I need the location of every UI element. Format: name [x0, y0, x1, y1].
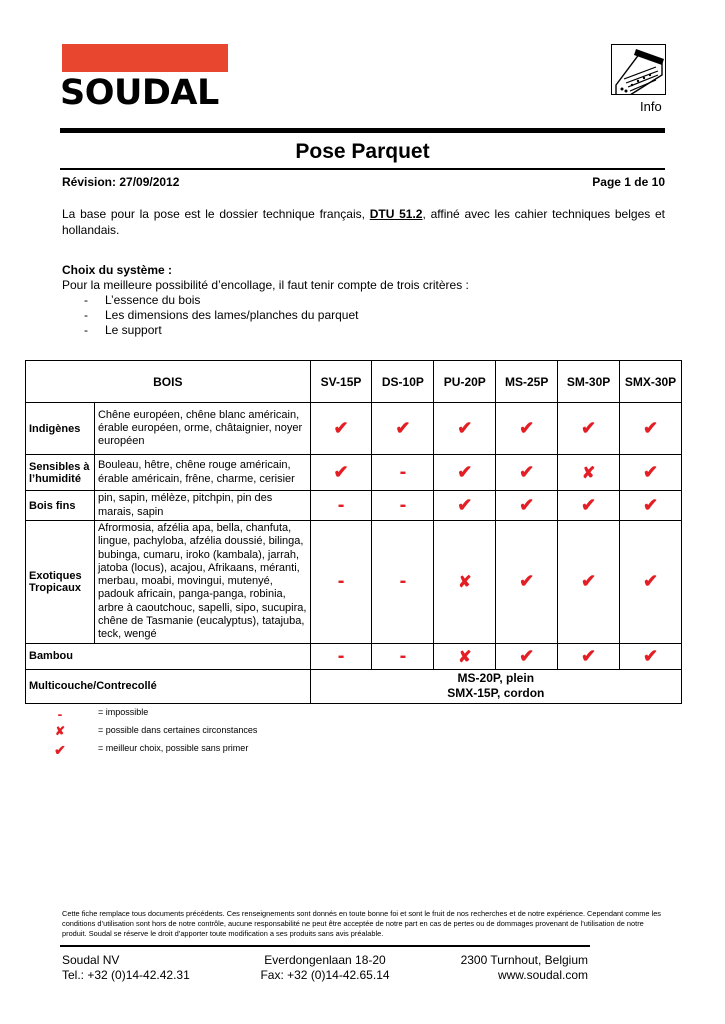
- suitability-cell: [434, 491, 496, 521]
- list-item: - Les dimensions des lames/planches du parquet: [62, 308, 665, 323]
- city: 2300 Turnhout, Belgium: [460, 953, 588, 967]
- suitability-cell: [558, 643, 620, 669]
- column-header-bois: BOIS: [26, 361, 311, 403]
- header-rule: [60, 128, 665, 133]
- brand-logo: SOUDAL: [60, 73, 219, 113]
- telephone: Tel.: +32 (0)14-42.42.31: [62, 968, 190, 982]
- column-header-product: SV-15P: [310, 361, 372, 403]
- fax: Fax: +32 (0)14-42.65.14: [260, 968, 390, 982]
- check-icon: ✔: [457, 495, 473, 515]
- table-row: [26, 491, 682, 521]
- legend-text: = meilleur choix, possible sans primer: [98, 743, 249, 753]
- intro-text-end: , affiné avec les cahier techniques belges et hollandais.: [62, 207, 666, 237]
- suitability-cell: [620, 521, 682, 644]
- row-wood-species: Bouleau, hêtre, chêne rouge américain, érable américain, frêne, charme, cerisier: [94, 455, 310, 491]
- disclaimer: Cette fiche remplace tous documents précédents. Ces renseignements sont donnés en toute bonne foi et sont le fruit de nos recherches et de notre expérience. Cependant comme les conditions d’utilisation sont hors de notre contrôle, aucune responsabilité ne peut être acceptée de notre part en cas de pertes ou de dommages provenant de l’utilisation de notre produit. Soudal se réserve le droit d’apporter toute modification a ses produits sans avis préalable.: [62, 909, 661, 938]
- row-category: Sensibles à l’humidité: [26, 455, 95, 491]
- check-icon: ✔: [395, 418, 411, 438]
- suitability-cell: [496, 491, 558, 521]
- section-lead: Pour la meilleure possibilité d’encollage, il faut tenir compte de trois critères :: [62, 278, 469, 292]
- check-icon: ✔: [333, 462, 349, 482]
- check-icon: ✔: [581, 495, 597, 515]
- company-name: Soudal NV: [62, 953, 120, 967]
- suitability-cell: [372, 455, 434, 491]
- table-row: [26, 403, 682, 455]
- suitability-cell: [558, 455, 620, 491]
- row-category: Bois fins: [26, 491, 95, 521]
- page-number: Page 1 de 10: [592, 175, 665, 189]
- suitability-cell: [558, 491, 620, 521]
- website-link[interactable]: www.soudal.com: [497, 968, 588, 982]
- check-icon: ✔: [642, 418, 659, 438]
- adhesive-application-icon: [611, 44, 666, 95]
- recommended-line: MS-20P, plein: [457, 671, 535, 686]
- revision-date: Révision: 27/09/2012: [62, 175, 180, 189]
- row-wood-species: Chêne européen, chêne blanc américain, érable européen, orme, châtaignier, noyer européen: [94, 403, 310, 455]
- footer-rule: [60, 945, 590, 947]
- dash-icon: -: [399, 644, 407, 667]
- footer-company: [62, 953, 190, 983]
- row-category: Exotiques Tropicaux: [26, 521, 95, 644]
- column-header-product: SMX-30P: [620, 361, 682, 403]
- legend-item: [50, 724, 258, 738]
- suitability-cell: [496, 521, 558, 644]
- legend-item: [50, 706, 149, 722]
- criteria-list: [62, 293, 665, 338]
- intro-paragraph: [62, 206, 665, 238]
- check-icon: ✔: [457, 462, 473, 482]
- column-header-product: DS-10P: [372, 361, 434, 403]
- cross-icon: ✘: [54, 724, 66, 738]
- column-header-product: SM-30P: [558, 361, 620, 403]
- check-icon: ✔: [519, 418, 535, 438]
- title-rule: [60, 168, 665, 170]
- dash-icon: -: [57, 706, 63, 722]
- suitability-cell: [372, 521, 434, 644]
- check-icon: ✔: [333, 418, 349, 438]
- suitability-cell: [620, 491, 682, 521]
- suitability-cell: [372, 491, 434, 521]
- dash-icon: -: [399, 494, 407, 516]
- suitability-cell: [558, 403, 620, 455]
- cross-icon: ✘: [458, 648, 472, 666]
- table-row: [26, 669, 682, 703]
- suitability-cell: [310, 643, 372, 669]
- table-row: [26, 521, 682, 644]
- list-item: - Le support: [62, 323, 665, 338]
- row-wood-species: pin, sapin, mélèze, pitchpin, pin des marais, sapin: [94, 491, 310, 521]
- check-icon: ✔: [581, 571, 597, 592]
- suitability-cell: [310, 455, 372, 491]
- suitability-cell: [620, 455, 682, 491]
- intro-text: La base pour la pose est le dossier technique français,: [62, 207, 370, 221]
- column-header-product: PU-20P: [434, 361, 496, 403]
- dash-icon: -: [399, 461, 407, 483]
- check-icon: ✔: [457, 418, 473, 438]
- suitability-cell: [310, 491, 372, 521]
- suitability-cell: [372, 643, 434, 669]
- check-icon: ✔: [642, 645, 659, 666]
- suitability-cell: [372, 403, 434, 455]
- dtu-reference-link[interactable]: DTU 51.2: [369, 207, 423, 221]
- suitability-cell: [558, 521, 620, 644]
- footer-address: [255, 953, 395, 983]
- check-icon: ✔: [642, 571, 659, 592]
- table-row: [26, 455, 682, 491]
- cross-icon: ✘: [581, 465, 596, 482]
- info-label: Info: [640, 99, 662, 114]
- section-heading: Choix du système :: [62, 263, 173, 277]
- suitability-cell: [310, 521, 372, 644]
- cross-icon: ✘: [458, 574, 472, 592]
- suitability-cell: [496, 643, 558, 669]
- system-choice-section: [62, 263, 665, 338]
- list-item: - L’essence du bois: [62, 293, 665, 308]
- recommended-products: [310, 669, 681, 703]
- legend-text: = possible dans certaines circonstances: [98, 725, 258, 735]
- row-category: Indigènes: [26, 403, 95, 455]
- suitability-cell: [434, 521, 496, 644]
- check-icon: ✔: [519, 645, 535, 666]
- legend-text: = impossible: [98, 707, 149, 717]
- dash-icon: -: [337, 494, 345, 516]
- suitability-cell: [434, 455, 496, 491]
- check-icon: ✔: [581, 418, 597, 438]
- suitability-cell: [620, 403, 682, 455]
- table-row: [26, 643, 682, 669]
- suitability-cell: [310, 403, 372, 455]
- check-icon: ✔: [519, 462, 535, 482]
- row-wood-species: Afrormosia, afzélia apa, bella, chanfuta, lingue, pachyloba, afzélia doussié, bilinga, bubinga, cumaru, iroko (kambala), jarrah, jatoba (locus), acajou, Afrikaans, méranti, merbau, moabi, movingui, mutenyé, padouk africain, panga-panga, robinia, arbre à caoutchouc, sapelli, sipo, sucupira, chêne de Tasmanie (eucalyptus), tatajuba, teck, wengé: [94, 521, 310, 644]
- dash-icon: -: [337, 644, 345, 667]
- suitability-cell: [434, 403, 496, 455]
- row-category: Multicouche/Contrecollé: [26, 669, 311, 703]
- street-address: Everdongenlaan 18-20: [264, 953, 386, 967]
- suitability-cell: [434, 643, 496, 669]
- footer-location: [440, 953, 588, 983]
- row-category: Bambou: [26, 643, 311, 669]
- check-icon: ✔: [519, 571, 535, 592]
- table-header-row: [26, 361, 682, 403]
- logo-bar: [62, 44, 228, 72]
- legend-item: [50, 742, 249, 759]
- suitability-cell: [496, 455, 558, 491]
- dash-icon: -: [399, 570, 407, 593]
- recommended-line: SMX-15P, cordon: [447, 686, 545, 701]
- suitability-cell: [496, 403, 558, 455]
- check-icon: ✔: [642, 495, 659, 515]
- check-icon: ✔: [54, 742, 66, 758]
- dash-icon: -: [337, 570, 345, 593]
- page-title: Pose Parquet: [295, 140, 430, 163]
- suitability-cell: [620, 643, 682, 669]
- column-header-product: MS-25P: [496, 361, 558, 403]
- compatibility-table: [25, 360, 682, 704]
- check-icon: ✔: [642, 462, 659, 482]
- check-icon: ✔: [519, 495, 535, 515]
- check-icon: ✔: [581, 645, 597, 666]
